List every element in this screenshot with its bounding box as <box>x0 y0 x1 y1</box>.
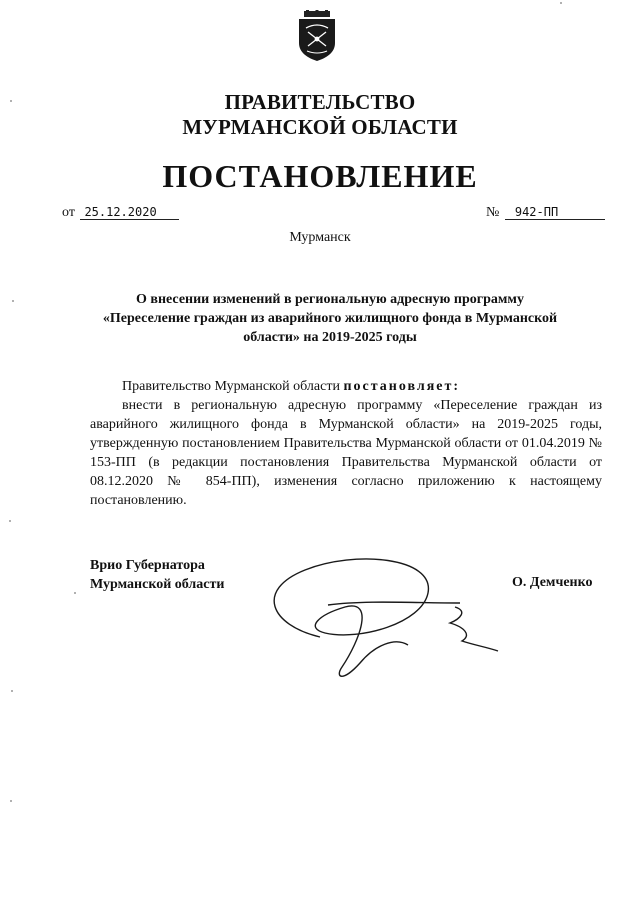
government-name-line2: МУРМАНСКОЙ ОБЛАСТИ <box>182 115 458 139</box>
signatory-title-line1: Врио Губернатора <box>90 558 205 573</box>
document-subject <box>90 290 570 347</box>
subject-line3: области» на 2019-2025 годы <box>243 330 417 345</box>
date-field <box>62 205 179 221</box>
subject-line1: О внесении изменений в региональную адресную программу <box>136 292 524 307</box>
intro-text: Правительство Мурманской области <box>122 379 344 394</box>
scan-speck <box>9 520 11 522</box>
body-decree: внести в региональную адресную программу «Переселение граждан из аварийного жилищного фонда в Мурманской области» на 2019-2025 годы, утвержденную постановлением Правительства Мурманской области от 01.04.2019 № 153-ПП (в редакции постановления Правительства Мурманской области от 08.12.2020 № 854-ПП), изменения согласно приложению к настоящему постановлению. <box>90 398 602 508</box>
document-body <box>90 377 602 510</box>
date-prefix: от <box>62 205 75 220</box>
government-name <box>0 90 640 140</box>
government-name-line1: ПРАВИТЕЛЬСТВО <box>224 90 416 114</box>
murmansk-coat-of-arms-icon <box>296 10 338 62</box>
scan-speck <box>11 690 13 692</box>
scan-speck <box>10 100 12 102</box>
date-value: 25.12.2020 <box>80 205 179 220</box>
scan-speck <box>10 800 12 802</box>
number-prefix: № <box>486 205 500 220</box>
document-type-title: ПОСТАНОВЛЕНИЕ <box>162 158 478 194</box>
scan-speck <box>560 2 562 4</box>
signatory-title <box>90 556 224 594</box>
body-intro <box>90 377 602 396</box>
city-label: Мурманск <box>289 230 351 245</box>
intro-spaced-verb: постановляет: <box>343 379 461 394</box>
scan-speck <box>12 300 14 302</box>
scan-speck <box>74 592 76 594</box>
signatory-name: О. Демченко <box>512 575 593 590</box>
number-value: 942-ПП <box>505 205 605 220</box>
signatory-title-line2: Мурманской области <box>90 577 225 592</box>
subject-line2: «Переселение граждан из аварийного жилищного фонда в Мурманской <box>102 311 558 326</box>
handwritten-signature-icon <box>250 545 510 685</box>
number-field <box>486 205 605 221</box>
